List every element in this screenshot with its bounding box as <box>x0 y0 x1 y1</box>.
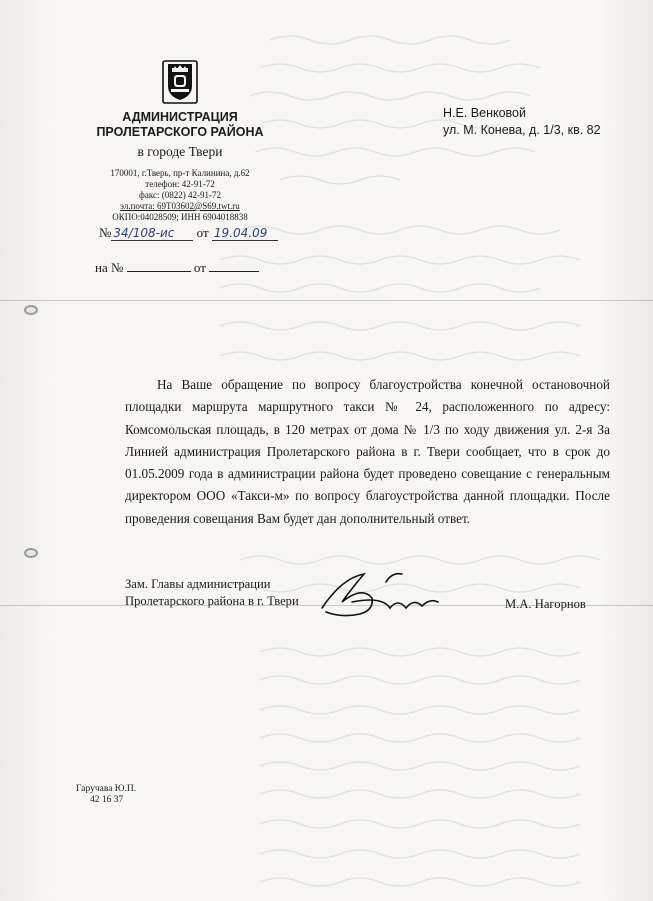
ref-num-blank <box>127 259 191 272</box>
sender-address: 170001, г.Тверь, пр-т Калинина, д.62 <box>110 168 250 178</box>
sender-org-district: ПРОЛЕТАРСКОГО РАЙОНА <box>96 125 264 139</box>
signatory-title-line1: Зам. Главы администрации <box>125 577 271 591</box>
ref-num-label: на № <box>95 260 124 275</box>
signatory-name: М.А. Нагорнов <box>505 597 586 611</box>
ref-from-label: от <box>193 260 206 275</box>
executor-block <box>76 784 136 806</box>
recipient-address: ул. М. Конева, д. 1/3, кв. 82 <box>443 123 601 137</box>
recipient-name: Н.Е. Венковой <box>443 106 526 120</box>
reg-num-value: 34/108-ис <box>111 226 193 241</box>
sender-email: эл.почта: 69T03602@S69.twt.ru <box>120 201 240 211</box>
ref-date-blank <box>209 259 259 272</box>
signatory-title-line2: Пролетарского района в г. Твери <box>125 593 299 608</box>
sender-contacts <box>70 168 290 223</box>
executor-phone: 42 16 37 <box>90 795 124 805</box>
sender-org-city: в городе Твери <box>137 144 223 159</box>
letter-body: На Ваше обращение по вопросу благоустройства конечной остановочной площадки маршрута маршрутного такси № 24, расположенного по адресу: Комсомольская площадь, в 120 метрах от дома № 1/3 по ходу движения ул. 2-я За Линией администрация Пролетарского района в г. Твери сообщает, что в срок до 01.05.2009 года в администрации района будет проведено совещание с генеральным директором ООО «Такси-м» по вопросу благоустройства данной площадки. После проведения совещания Вам будет дан дополнительный ответ. <box>125 377 610 526</box>
reg-num-label: № <box>99 225 112 240</box>
fold-line <box>0 300 653 301</box>
recipient-block <box>443 105 601 139</box>
punch-hole <box>24 548 38 558</box>
sender-block <box>70 60 290 223</box>
city-emblem-icon <box>162 60 198 104</box>
executor-name: Гаручава Ю.П. <box>76 784 137 794</box>
sender-org-name: АДМИНИСТРАЦИЯ <box>122 110 238 124</box>
sender-fax: факс: (0822) 42-91-72 <box>139 190 221 200</box>
signatory-title <box>125 576 299 609</box>
registration-line <box>99 225 278 241</box>
reference-line <box>95 259 259 276</box>
punch-hole <box>24 305 38 315</box>
reg-from-label: от <box>196 225 209 240</box>
sender-codes: ОКПО:04028509; ИНН 6904018838 <box>112 212 248 222</box>
sender-phone: телефон: 42-91-72 <box>145 179 215 189</box>
handwritten-signature <box>312 568 452 628</box>
reg-date-value: 19.04.09 <box>212 226 278 241</box>
